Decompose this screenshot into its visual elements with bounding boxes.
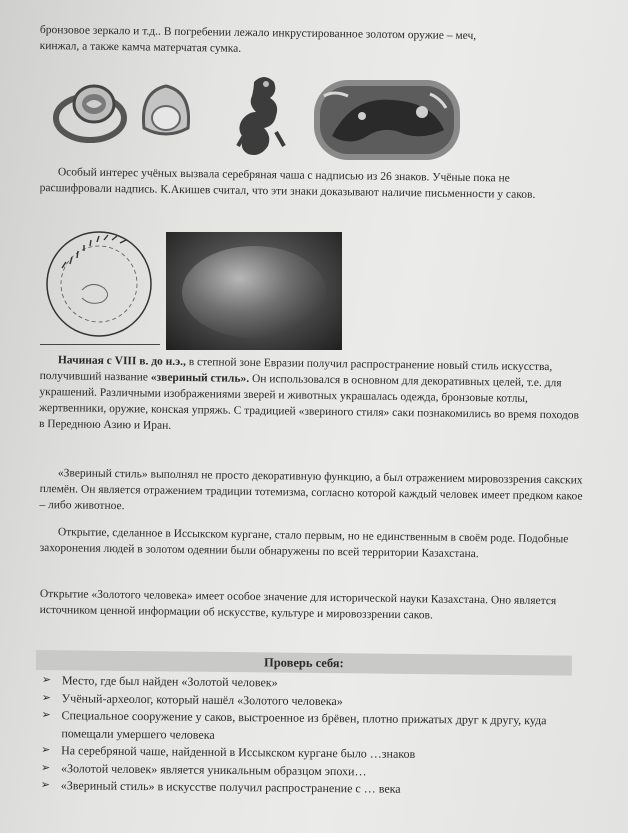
intro-paragraph — [40, 22, 585, 62]
question-text: «Золотой человек» является уникальным образцом эпохи… — [60, 760, 367, 778]
check-yourself-header — [36, 650, 572, 676]
intro-line-1: бронзовое зеркало и т.д.. В погребении лежало инкрустированное золотом оружие – меч, — [39, 23, 477, 43]
check-questions-list — [39, 672, 580, 800]
animal-figurine-photo — [232, 72, 292, 164]
style-text-2: Он использовался в основном для декоративных целей, т.е. для украшений. Различными изображениями зверей и животных украшалась одежда, бронзовые котлы, жертвенники, оружие, конская упряжь. С традицией «звериного стиля» саки познакомились во время походов в Переднюю Азию и Иран. — [38, 372, 580, 432]
question-text: Место, где был найден «Золотой человек» — [61, 673, 278, 690]
inscription-drawing — [38, 228, 160, 340]
question-text: «Звериный стиль» в искусстве получил распространение с … века — [60, 778, 401, 796]
animal-plaque-photo — [312, 76, 462, 164]
question-text: Учёный-археолог, который нашёл «Золотого человека» — [61, 690, 343, 708]
worldview-paragraph: «Звериный стиль» выполнял не просто декоративную функцию, а был отражением мировоззрения сакских племён. Он является отражением традиции тотемизма, согласно которой каждый человек имеет предком какое – либо животное. — [39, 467, 583, 513]
question-text: На серебряной чаше, найденной в Иссыкском кургане было …знаков — [61, 743, 416, 761]
arrow-marker-icon: ➢ — [40, 779, 51, 792]
question-item — [39, 707, 579, 748]
caption-rule — [40, 344, 160, 345]
arrow-marker-icon: ➢ — [41, 674, 52, 687]
intro-line-2: кинжал, а также камча матерчатая сумка. — [39, 39, 242, 55]
significance-paragraph: Открытие «Золотого человека» имеет особое значение для исторической науки Казахстана. Оно является источником ценной информации об искусстве, культуре и мировоззрении саков. — [39, 587, 557, 622]
artifact-photos — [48, 72, 568, 167]
animal-style-paragraph — [39, 352, 585, 440]
question-text: Специальное сооружение у саков, выстроенное из брёвен, плотно прижатых друг к другу, куда помещали умершего человека — [61, 708, 547, 742]
arrow-marker-icon: ➢ — [41, 691, 52, 704]
check-yourself-title: Проверь себя: — [263, 655, 344, 671]
signet-ring-photo — [134, 78, 198, 144]
arrow-marker-icon: ➢ — [41, 744, 51, 757]
discovery-paragraph: Открытие, сделанное в Иссыкском кургане, стало первым, но не единственным в своём роде. Подобные захоронения людей в золотом одеянии были обнаружены по всей территории Казахстана. — [39, 526, 569, 561]
silver-bowl-paragraph: Особый интерес учёных вызвала серебряная чаша с надписью из 26 знаков. Учёные пока не расшифровали надпись. К.Акишев считал, что эти знаки доказывают наличие письменности у саков. — [39, 166, 536, 201]
silver-bowl-photo — [166, 232, 342, 350]
bowl-interior — [182, 246, 326, 338]
style-text-1: в степной зоне Евразии получил распространение новый стиль искусства, получивший название — [39, 356, 553, 384]
animal-style-term: «звериный стиль». — [150, 371, 250, 385]
arrow-marker-icon: ➢ — [41, 709, 51, 722]
arrow-marker-icon: ➢ — [40, 761, 51, 774]
gold-ring-photo — [50, 76, 130, 146]
period-lead: Начиная с VIII в. до н.э., — [57, 354, 186, 369]
